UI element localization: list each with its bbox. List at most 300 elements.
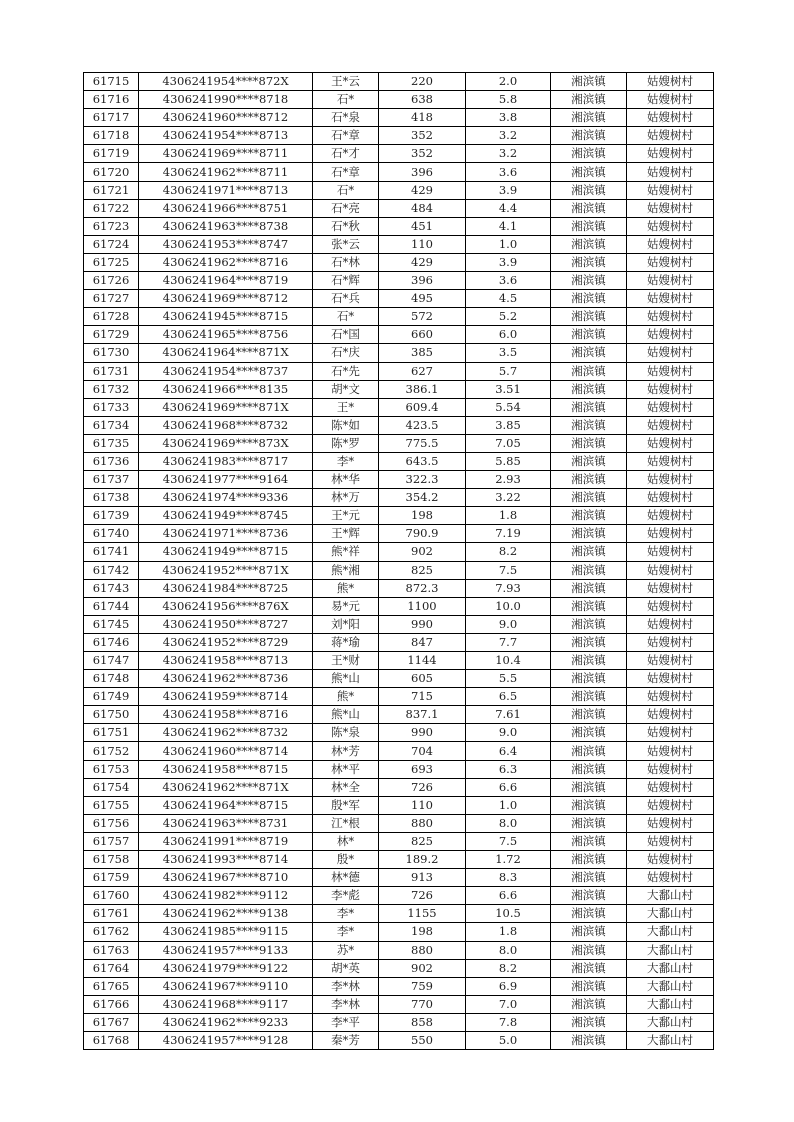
- town-cell: 湘滨镇: [551, 290, 627, 308]
- name-cell: 林*万: [313, 489, 379, 507]
- amount-cell: 605: [379, 670, 466, 688]
- town-cell: 湘滨镇: [551, 109, 627, 127]
- id-number-cell: 4306241953****8747: [139, 235, 313, 253]
- id-number-cell: 4306241969****871X: [139, 398, 313, 416]
- id-number-cell: 4306241963****8738: [139, 217, 313, 235]
- name-cell: 林*芳: [313, 742, 379, 760]
- name-cell: 苏*: [313, 941, 379, 959]
- amount-cell: 110: [379, 235, 466, 253]
- serial-number-cell: 61745: [84, 615, 139, 633]
- table-row: [84, 344, 714, 362]
- town-cell: 湘滨镇: [551, 507, 627, 525]
- name-cell: 李*: [313, 923, 379, 941]
- serial-number-cell: 61757: [84, 832, 139, 850]
- town-cell: 湘滨镇: [551, 1013, 627, 1031]
- name-cell: 熊*湘: [313, 561, 379, 579]
- table-row: [84, 308, 714, 326]
- quantity-cell: 3.51: [466, 380, 551, 398]
- serial-number-cell: 61720: [84, 163, 139, 181]
- name-cell: 石*兵: [313, 290, 379, 308]
- amount-cell: 726: [379, 778, 466, 796]
- name-cell: 石*庆: [313, 344, 379, 362]
- village-cell: 姑嫂树村: [627, 380, 714, 398]
- name-cell: 石*: [313, 91, 379, 109]
- name-cell: 熊*山: [313, 670, 379, 688]
- table-row: [84, 73, 714, 91]
- name-cell: 林*德: [313, 869, 379, 887]
- town-cell: 湘滨镇: [551, 543, 627, 561]
- name-cell: 王*: [313, 398, 379, 416]
- table-row: [84, 543, 714, 561]
- village-cell: 姑嫂树村: [627, 832, 714, 850]
- name-cell: 石*先: [313, 362, 379, 380]
- village-cell: 姑嫂树村: [627, 724, 714, 742]
- id-number-cell: 4306241993****8714: [139, 851, 313, 869]
- quantity-cell: 3.8: [466, 109, 551, 127]
- id-number-cell: 4306241967****9110: [139, 977, 313, 995]
- name-cell: 熊*: [313, 688, 379, 706]
- name-cell: 王*辉: [313, 525, 379, 543]
- quantity-cell: 7.93: [466, 579, 551, 597]
- id-number-cell: 4306241969****8712: [139, 290, 313, 308]
- town-cell: 湘滨镇: [551, 489, 627, 507]
- village-cell: 姑嫂树村: [627, 272, 714, 290]
- amount-cell: 759: [379, 977, 466, 995]
- table-row: [84, 869, 714, 887]
- amount-cell: 110: [379, 796, 466, 814]
- serial-number-cell: 61761: [84, 905, 139, 923]
- table-row: [84, 706, 714, 724]
- village-cell: 姑嫂树村: [627, 344, 714, 362]
- serial-number-cell: 61723: [84, 217, 139, 235]
- town-cell: 湘滨镇: [551, 688, 627, 706]
- amount-cell: 609.4: [379, 398, 466, 416]
- village-cell: 姑嫂树村: [627, 199, 714, 217]
- name-cell: 陈*泉: [313, 724, 379, 742]
- village-cell: 姑嫂树村: [627, 760, 714, 778]
- id-number-cell: 4306241962****8736: [139, 670, 313, 688]
- table-row: [84, 290, 714, 308]
- name-cell: 石*章: [313, 163, 379, 181]
- table-row: [84, 851, 714, 869]
- table-row: [84, 724, 714, 742]
- name-cell: 李*: [313, 905, 379, 923]
- amount-cell: 198: [379, 507, 466, 525]
- amount-cell: 429: [379, 253, 466, 271]
- amount-cell: 495: [379, 290, 466, 308]
- serial-number-cell: 61734: [84, 416, 139, 434]
- name-cell: 王*云: [313, 73, 379, 91]
- quantity-cell: 1.8: [466, 507, 551, 525]
- id-number-cell: 4306241962****8732: [139, 724, 313, 742]
- table-row: [84, 652, 714, 670]
- id-number-cell: 4306241966****8751: [139, 199, 313, 217]
- id-number-cell: 4306241968****8732: [139, 416, 313, 434]
- amount-cell: 1144: [379, 652, 466, 670]
- serial-number-cell: 61731: [84, 362, 139, 380]
- amount-cell: 198: [379, 923, 466, 941]
- village-cell: 姑嫂树村: [627, 688, 714, 706]
- amount-cell: 627: [379, 362, 466, 380]
- quantity-cell: 7.5: [466, 832, 551, 850]
- serial-number-cell: 61758: [84, 851, 139, 869]
- town-cell: 湘滨镇: [551, 235, 627, 253]
- serial-number-cell: 61732: [84, 380, 139, 398]
- id-number-cell: 4306241979****9122: [139, 959, 313, 977]
- town-cell: 湘滨镇: [551, 199, 627, 217]
- village-cell: 姑嫂树村: [627, 796, 714, 814]
- id-number-cell: 4306241958****8716: [139, 706, 313, 724]
- quantity-cell: 1.8: [466, 923, 551, 941]
- serial-number-cell: 61764: [84, 959, 139, 977]
- amount-cell: 693: [379, 760, 466, 778]
- serial-number-cell: 61725: [84, 253, 139, 271]
- amount-cell: 902: [379, 543, 466, 561]
- quantity-cell: 3.2: [466, 145, 551, 163]
- id-number-cell: 4306241952****871X: [139, 561, 313, 579]
- table-row: [84, 977, 714, 995]
- amount-cell: 386.1: [379, 380, 466, 398]
- name-cell: 李*: [313, 452, 379, 470]
- town-cell: 湘滨镇: [551, 941, 627, 959]
- town-cell: 湘滨镇: [551, 253, 627, 271]
- serial-number-cell: 61722: [84, 199, 139, 217]
- name-cell: 熊*山: [313, 706, 379, 724]
- name-cell: 林*: [313, 832, 379, 850]
- table-row: [84, 525, 714, 543]
- village-cell: 姑嫂树村: [627, 543, 714, 561]
- quantity-cell: 8.3: [466, 869, 551, 887]
- id-number-cell: 4306241950****8727: [139, 615, 313, 633]
- village-cell: 大鄱山村: [627, 941, 714, 959]
- id-number-cell: 4306241962****871X: [139, 778, 313, 796]
- serial-number-cell: 61752: [84, 742, 139, 760]
- name-cell: 王*财: [313, 652, 379, 670]
- table-row: [84, 253, 714, 271]
- table-row: [84, 959, 714, 977]
- quantity-cell: 9.0: [466, 724, 551, 742]
- serial-number-cell: 61716: [84, 91, 139, 109]
- quantity-cell: 3.5: [466, 344, 551, 362]
- amount-cell: 423.5: [379, 416, 466, 434]
- id-number-cell: 4306241962****8711: [139, 163, 313, 181]
- table-row: [84, 670, 714, 688]
- quantity-cell: 6.0: [466, 326, 551, 344]
- table-row: [84, 760, 714, 778]
- table-row: [84, 434, 714, 452]
- name-cell: 林*全: [313, 778, 379, 796]
- table-row: [84, 778, 714, 796]
- serial-number-cell: 61749: [84, 688, 139, 706]
- table-row: [84, 145, 714, 163]
- id-number-cell: 4306241977****9164: [139, 471, 313, 489]
- records-table: [83, 72, 714, 1050]
- name-cell: 石*泉: [313, 109, 379, 127]
- village-cell: 姑嫂树村: [627, 235, 714, 253]
- quantity-cell: 6.6: [466, 778, 551, 796]
- amount-cell: 429: [379, 181, 466, 199]
- quantity-cell: 7.8: [466, 1013, 551, 1031]
- amount-cell: 1155: [379, 905, 466, 923]
- id-number-cell: 4306241962****8716: [139, 253, 313, 271]
- id-number-cell: 4306241949****8715: [139, 543, 313, 561]
- village-cell: 姑嫂树村: [627, 217, 714, 235]
- serial-number-cell: 61739: [84, 507, 139, 525]
- town-cell: 湘滨镇: [551, 796, 627, 814]
- id-number-cell: 4306241982****9112: [139, 887, 313, 905]
- quantity-cell: 7.05: [466, 434, 551, 452]
- name-cell: 石*才: [313, 145, 379, 163]
- village-cell: 姑嫂树村: [627, 308, 714, 326]
- quantity-cell: 7.61: [466, 706, 551, 724]
- town-cell: 湘滨镇: [551, 362, 627, 380]
- table-row: [84, 561, 714, 579]
- quantity-cell: 6.4: [466, 742, 551, 760]
- quantity-cell: 7.19: [466, 525, 551, 543]
- amount-cell: 352: [379, 145, 466, 163]
- town-cell: 湘滨镇: [551, 597, 627, 615]
- village-cell: 姑嫂树村: [627, 869, 714, 887]
- quantity-cell: 1.0: [466, 235, 551, 253]
- id-number-cell: 4306241974****9336: [139, 489, 313, 507]
- id-number-cell: 4306241971****8736: [139, 525, 313, 543]
- town-cell: 湘滨镇: [551, 471, 627, 489]
- name-cell: 陈*罗: [313, 434, 379, 452]
- village-cell: 大鄱山村: [627, 1031, 714, 1049]
- table-row: [84, 398, 714, 416]
- table-row: [84, 127, 714, 145]
- serial-number-cell: 61729: [84, 326, 139, 344]
- name-cell: 石*: [313, 308, 379, 326]
- town-cell: 湘滨镇: [551, 91, 627, 109]
- serial-number-cell: 61727: [84, 290, 139, 308]
- table-row: [84, 995, 714, 1013]
- quantity-cell: 6.3: [466, 760, 551, 778]
- quantity-cell: 5.54: [466, 398, 551, 416]
- quantity-cell: 10.5: [466, 905, 551, 923]
- id-number-cell: 4306241960****8712: [139, 109, 313, 127]
- serial-number-cell: 61743: [84, 579, 139, 597]
- serial-number-cell: 61756: [84, 814, 139, 832]
- quantity-cell: 6.9: [466, 977, 551, 995]
- town-cell: 湘滨镇: [551, 869, 627, 887]
- amount-cell: 484: [379, 199, 466, 217]
- amount-cell: 880: [379, 814, 466, 832]
- town-cell: 湘滨镇: [551, 995, 627, 1013]
- serial-number-cell: 61737: [84, 471, 139, 489]
- quantity-cell: 9.0: [466, 615, 551, 633]
- village-cell: 姑嫂树村: [627, 561, 714, 579]
- town-cell: 湘滨镇: [551, 579, 627, 597]
- table-row: [84, 235, 714, 253]
- id-number-cell: 4306241969****873X: [139, 434, 313, 452]
- quantity-cell: 5.2: [466, 308, 551, 326]
- serial-number-cell: 61733: [84, 398, 139, 416]
- table-row: [84, 615, 714, 633]
- village-cell: 大鄱山村: [627, 1013, 714, 1031]
- name-cell: 胡*英: [313, 959, 379, 977]
- id-number-cell: 4306241954****8713: [139, 127, 313, 145]
- serial-number-cell: 61747: [84, 652, 139, 670]
- village-cell: 姑嫂树村: [627, 706, 714, 724]
- quantity-cell: 1.72: [466, 851, 551, 869]
- serial-number-cell: 61718: [84, 127, 139, 145]
- id-number-cell: 4306241968****9117: [139, 995, 313, 1013]
- town-cell: 湘滨镇: [551, 832, 627, 850]
- id-number-cell: 4306241984****8725: [139, 579, 313, 597]
- serial-number-cell: 61744: [84, 597, 139, 615]
- town-cell: 湘滨镇: [551, 163, 627, 181]
- amount-cell: 550: [379, 1031, 466, 1049]
- village-cell: 姑嫂树村: [627, 652, 714, 670]
- quantity-cell: 3.6: [466, 272, 551, 290]
- serial-number-cell: 61728: [84, 308, 139, 326]
- id-number-cell: 4306241991****8719: [139, 832, 313, 850]
- quantity-cell: 4.1: [466, 217, 551, 235]
- quantity-cell: 7.5: [466, 561, 551, 579]
- serial-number-cell: 61741: [84, 543, 139, 561]
- town-cell: 湘滨镇: [551, 398, 627, 416]
- table-row: [84, 1013, 714, 1031]
- village-cell: 姑嫂树村: [627, 434, 714, 452]
- town-cell: 湘滨镇: [551, 633, 627, 651]
- village-cell: 姑嫂树村: [627, 416, 714, 434]
- id-number-cell: 4306241952****8729: [139, 633, 313, 651]
- town-cell: 湘滨镇: [551, 959, 627, 977]
- amount-cell: 825: [379, 561, 466, 579]
- id-number-cell: 4306241959****8714: [139, 688, 313, 706]
- village-cell: 姑嫂树村: [627, 362, 714, 380]
- village-cell: 姑嫂树村: [627, 633, 714, 651]
- quantity-cell: 6.6: [466, 887, 551, 905]
- id-number-cell: 4306241957****9133: [139, 941, 313, 959]
- quantity-cell: 1.0: [466, 796, 551, 814]
- id-number-cell: 4306241967****8710: [139, 869, 313, 887]
- amount-cell: 354.2: [379, 489, 466, 507]
- quantity-cell: 3.9: [466, 181, 551, 199]
- id-number-cell: 4306241962****9233: [139, 1013, 313, 1031]
- table-row: [84, 832, 714, 850]
- serial-number-cell: 61724: [84, 235, 139, 253]
- table-row: [84, 452, 714, 470]
- serial-number-cell: 61768: [84, 1031, 139, 1049]
- village-cell: 姑嫂树村: [627, 452, 714, 470]
- serial-number-cell: 61726: [84, 272, 139, 290]
- id-number-cell: 4306241962****9138: [139, 905, 313, 923]
- id-number-cell: 4306241964****871X: [139, 344, 313, 362]
- amount-cell: 572: [379, 308, 466, 326]
- village-cell: 姑嫂树村: [627, 398, 714, 416]
- serial-number-cell: 61746: [84, 633, 139, 651]
- serial-number-cell: 61753: [84, 760, 139, 778]
- serial-number-cell: 61759: [84, 869, 139, 887]
- quantity-cell: 5.5: [466, 670, 551, 688]
- village-cell: 大鄱山村: [627, 959, 714, 977]
- village-cell: 姑嫂树村: [627, 615, 714, 633]
- name-cell: 石*林: [313, 253, 379, 271]
- quantity-cell: 8.0: [466, 941, 551, 959]
- town-cell: 湘滨镇: [551, 73, 627, 91]
- serial-number-cell: 61748: [84, 670, 139, 688]
- name-cell: 熊*: [313, 579, 379, 597]
- amount-cell: 1100: [379, 597, 466, 615]
- name-cell: 石*辉: [313, 272, 379, 290]
- town-cell: 湘滨镇: [551, 452, 627, 470]
- records-table-body: [84, 73, 714, 1050]
- amount-cell: 451: [379, 217, 466, 235]
- amount-cell: 837.1: [379, 706, 466, 724]
- name-cell: 李*林: [313, 995, 379, 1013]
- id-number-cell: 4306241983****8717: [139, 452, 313, 470]
- amount-cell: 902: [379, 959, 466, 977]
- village-cell: 大鄱山村: [627, 887, 714, 905]
- quantity-cell: 8.2: [466, 543, 551, 561]
- serial-number-cell: 61762: [84, 923, 139, 941]
- amount-cell: 715: [379, 688, 466, 706]
- quantity-cell: 4.5: [466, 290, 551, 308]
- village-cell: 姑嫂树村: [627, 471, 714, 489]
- amount-cell: 660: [379, 326, 466, 344]
- name-cell: 刘*阳: [313, 615, 379, 633]
- amount-cell: 847: [379, 633, 466, 651]
- quantity-cell: 3.22: [466, 489, 551, 507]
- id-number-cell: 4306241969****8711: [139, 145, 313, 163]
- id-number-cell: 4306241957****9128: [139, 1031, 313, 1049]
- table-row: [84, 362, 714, 380]
- serial-number-cell: 61751: [84, 724, 139, 742]
- quantity-cell: 5.85: [466, 452, 551, 470]
- name-cell: 易*元: [313, 597, 379, 615]
- name-cell: 李*彪: [313, 887, 379, 905]
- quantity-cell: 3.6: [466, 163, 551, 181]
- amount-cell: 790.9: [379, 525, 466, 543]
- town-cell: 湘滨镇: [551, 977, 627, 995]
- amount-cell: 726: [379, 887, 466, 905]
- quantity-cell: 6.5: [466, 688, 551, 706]
- town-cell: 湘滨镇: [551, 742, 627, 760]
- serial-number-cell: 61763: [84, 941, 139, 959]
- village-cell: 大鄱山村: [627, 923, 714, 941]
- id-number-cell: 4306241954****872X: [139, 73, 313, 91]
- id-number-cell: 4306241954****8737: [139, 362, 313, 380]
- town-cell: 湘滨镇: [551, 778, 627, 796]
- id-number-cell: 4306241963****8731: [139, 814, 313, 832]
- table-row: [84, 217, 714, 235]
- amount-cell: 352: [379, 127, 466, 145]
- town-cell: 湘滨镇: [551, 923, 627, 941]
- table-row: [84, 272, 714, 290]
- id-number-cell: 4306241956****876X: [139, 597, 313, 615]
- name-cell: 蒋*瑜: [313, 633, 379, 651]
- name-cell: 林*华: [313, 471, 379, 489]
- table-row: [84, 199, 714, 217]
- town-cell: 湘滨镇: [551, 1031, 627, 1049]
- serial-number-cell: 61765: [84, 977, 139, 995]
- town-cell: 湘滨镇: [551, 887, 627, 905]
- table-row: [84, 181, 714, 199]
- amount-cell: 220: [379, 73, 466, 91]
- name-cell: 王*元: [313, 507, 379, 525]
- table-row: [84, 597, 714, 615]
- serial-number-cell: 61730: [84, 344, 139, 362]
- table-row: [84, 887, 714, 905]
- town-cell: 湘滨镇: [551, 127, 627, 145]
- table-row: [84, 633, 714, 651]
- village-cell: 姑嫂树村: [627, 326, 714, 344]
- table-row: [84, 796, 714, 814]
- id-number-cell: 4306241990****8718: [139, 91, 313, 109]
- village-cell: 姑嫂树村: [627, 290, 714, 308]
